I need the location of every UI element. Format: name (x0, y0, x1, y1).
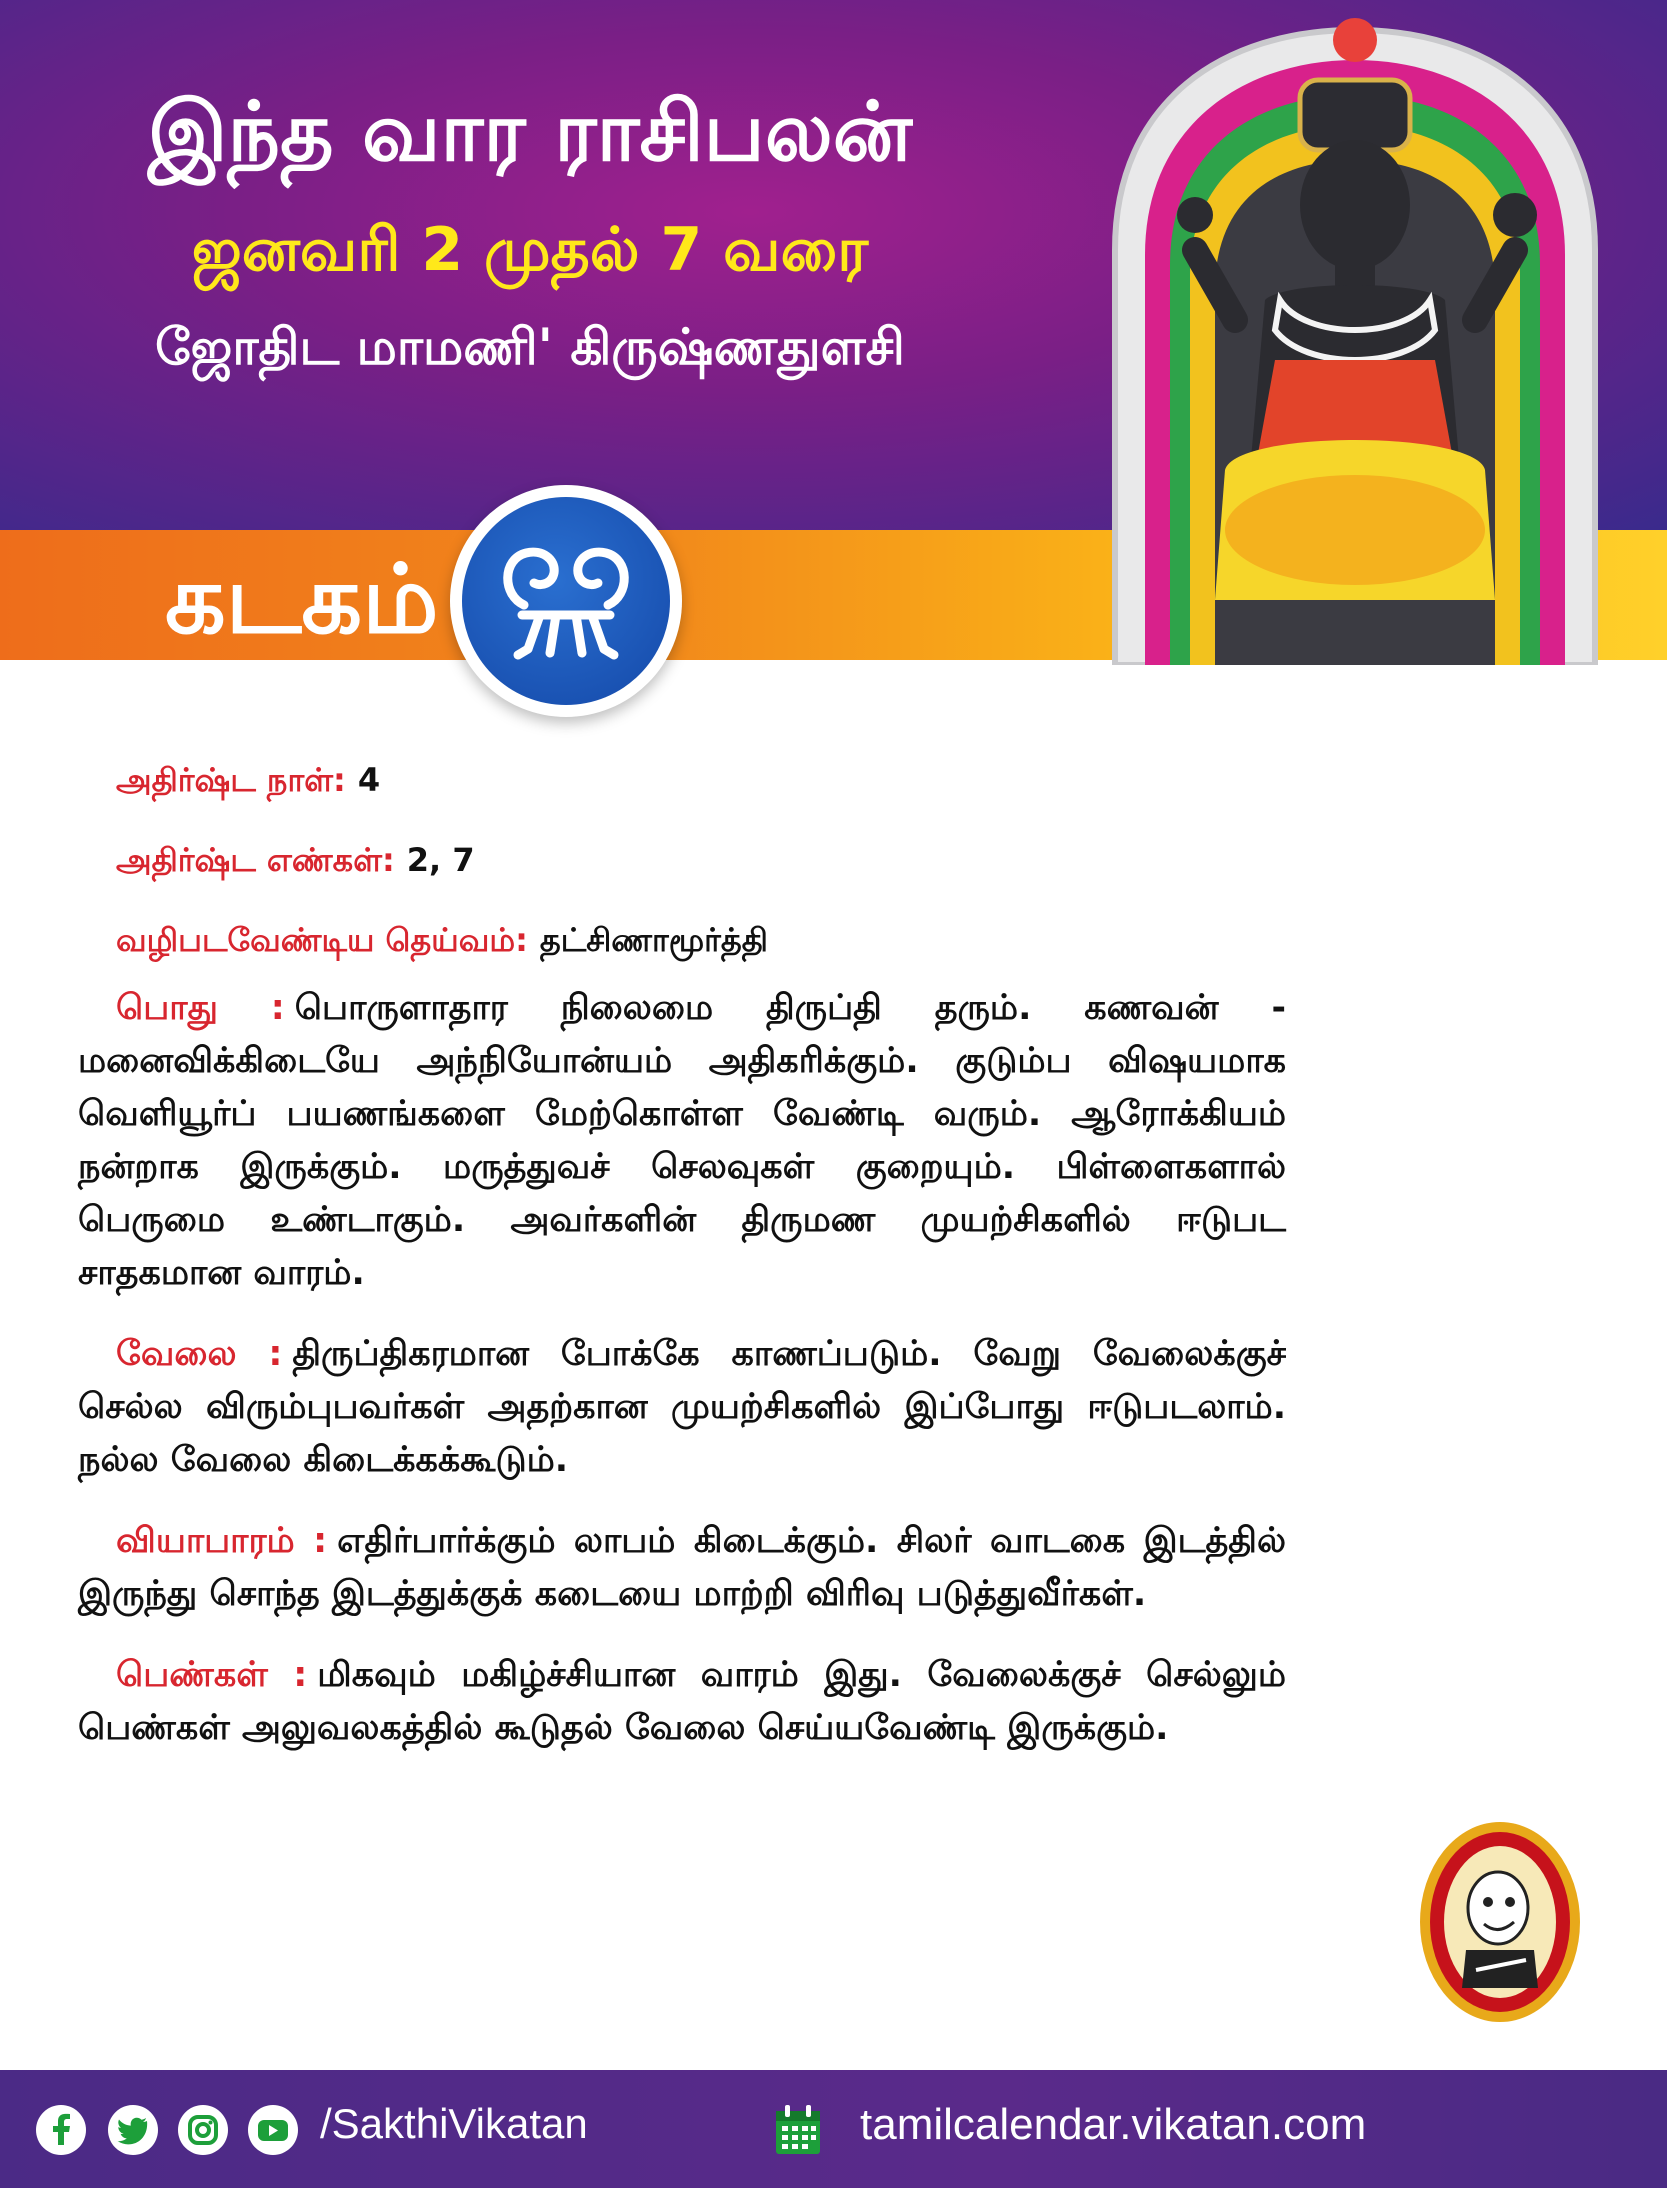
date-range: ஜனவரி 2 முதல் 7 வரை (191, 215, 869, 285)
lucky-numbers-label: அதிர்ஷ்ட எண்கள்: (116, 841, 395, 879)
facebook-icon[interactable] (36, 2105, 86, 2155)
youtube-icon[interactable] (248, 2105, 298, 2155)
business-text: எதிர்பார்க்கும் லாபம் கிடைக்கும். சிலர் வாடகை இடத்தில் இருந்து சொந்த இடத்துக்குக் கடையை மாற்றி விரிவு படுத்துவீர்கள். (78, 1521, 1286, 1614)
women-text: மிகவும் மகிழ்ச்சியான வாரம் இது. வேலைக்குச் செல்லும் பெண்கள் அலுவலகத்தில் கூடுதல் வேலை செய்யவேண்டி இருக்கும். (78, 1655, 1286, 1748)
lucky-day-value: 4 (357, 761, 381, 799)
crab-cancer-icon (462, 497, 670, 705)
horoscope-content (78, 760, 1286, 1783)
social-handle[interactable]: /SakthiVikatan (320, 2100, 588, 2147)
rasi-badge (450, 485, 682, 717)
website-link[interactable]: tamilcalendar.vikatan.com (860, 2100, 1367, 2149)
work-label: வேலை : (116, 1334, 283, 1374)
rasi-name: கடகம் (165, 545, 439, 655)
business-section (78, 1515, 1286, 1621)
twitter-icon[interactable] (108, 2105, 158, 2155)
work-section (78, 1328, 1286, 1487)
deity-illustration (1075, 0, 1635, 665)
lucky-numbers-row (116, 840, 1286, 880)
lucky-day-row (116, 760, 1286, 800)
women-label: பெண்கள் : (116, 1655, 308, 1695)
deity-row (116, 920, 1286, 960)
general-text: பொருளாதார நிலைமை திருப்தி தரும். கணவன் - மனைவிக்கிடையே அந்நியோன்யம் அதிகரிக்கும். குடும்ப விஷயமாக வெளியூர்ப் பயணங்களை மேற்கொள்ள வேண்டி வரும். ஆரோக்கியம் நன்றாக இருக்கும். மருத்துவச் செலவுகள் குறையும். பிள்ளைகளால் பெருமை உண்டாகும். அவர்களின் திருமண முயற்சிகளில் ஈடுபட சாதகமான வாரம். (78, 988, 1287, 1293)
deity-value: தட்சிணாமூர்த்தி (539, 921, 768, 959)
calendar-icon (773, 2103, 823, 2157)
business-label: வியாபாரம் : (116, 1521, 328, 1561)
instagram-icon[interactable] (178, 2105, 228, 2155)
lucky-day-label: அதிர்ஷ்ட நாள்: (116, 761, 346, 799)
vikatan-logo (1418, 1820, 1582, 2024)
author-line: ஜோதிட மாமணி' கிருஷ்ணதுளசி (155, 318, 905, 376)
women-section (78, 1649, 1286, 1755)
lucky-numbers-value: 2, 7 (406, 841, 475, 879)
general-label: பொது : (116, 988, 285, 1028)
work-text: திருப்திகரமான போக்கே காணப்படும். வேறு வேலைக்குச் செல்ல விரும்புபவர்கள் அதற்கான முயற்சிகளில் இப்போது ஈடுபடலாம். நல்ல வேலை கிடைக்கக்கூடும். (78, 1334, 1286, 1480)
page-title: இந்த வார ராசிபலன் (147, 85, 913, 180)
general-section (78, 982, 1286, 1300)
deity-label: வழிபடவேண்டிய தெய்வம்: (116, 921, 528, 959)
